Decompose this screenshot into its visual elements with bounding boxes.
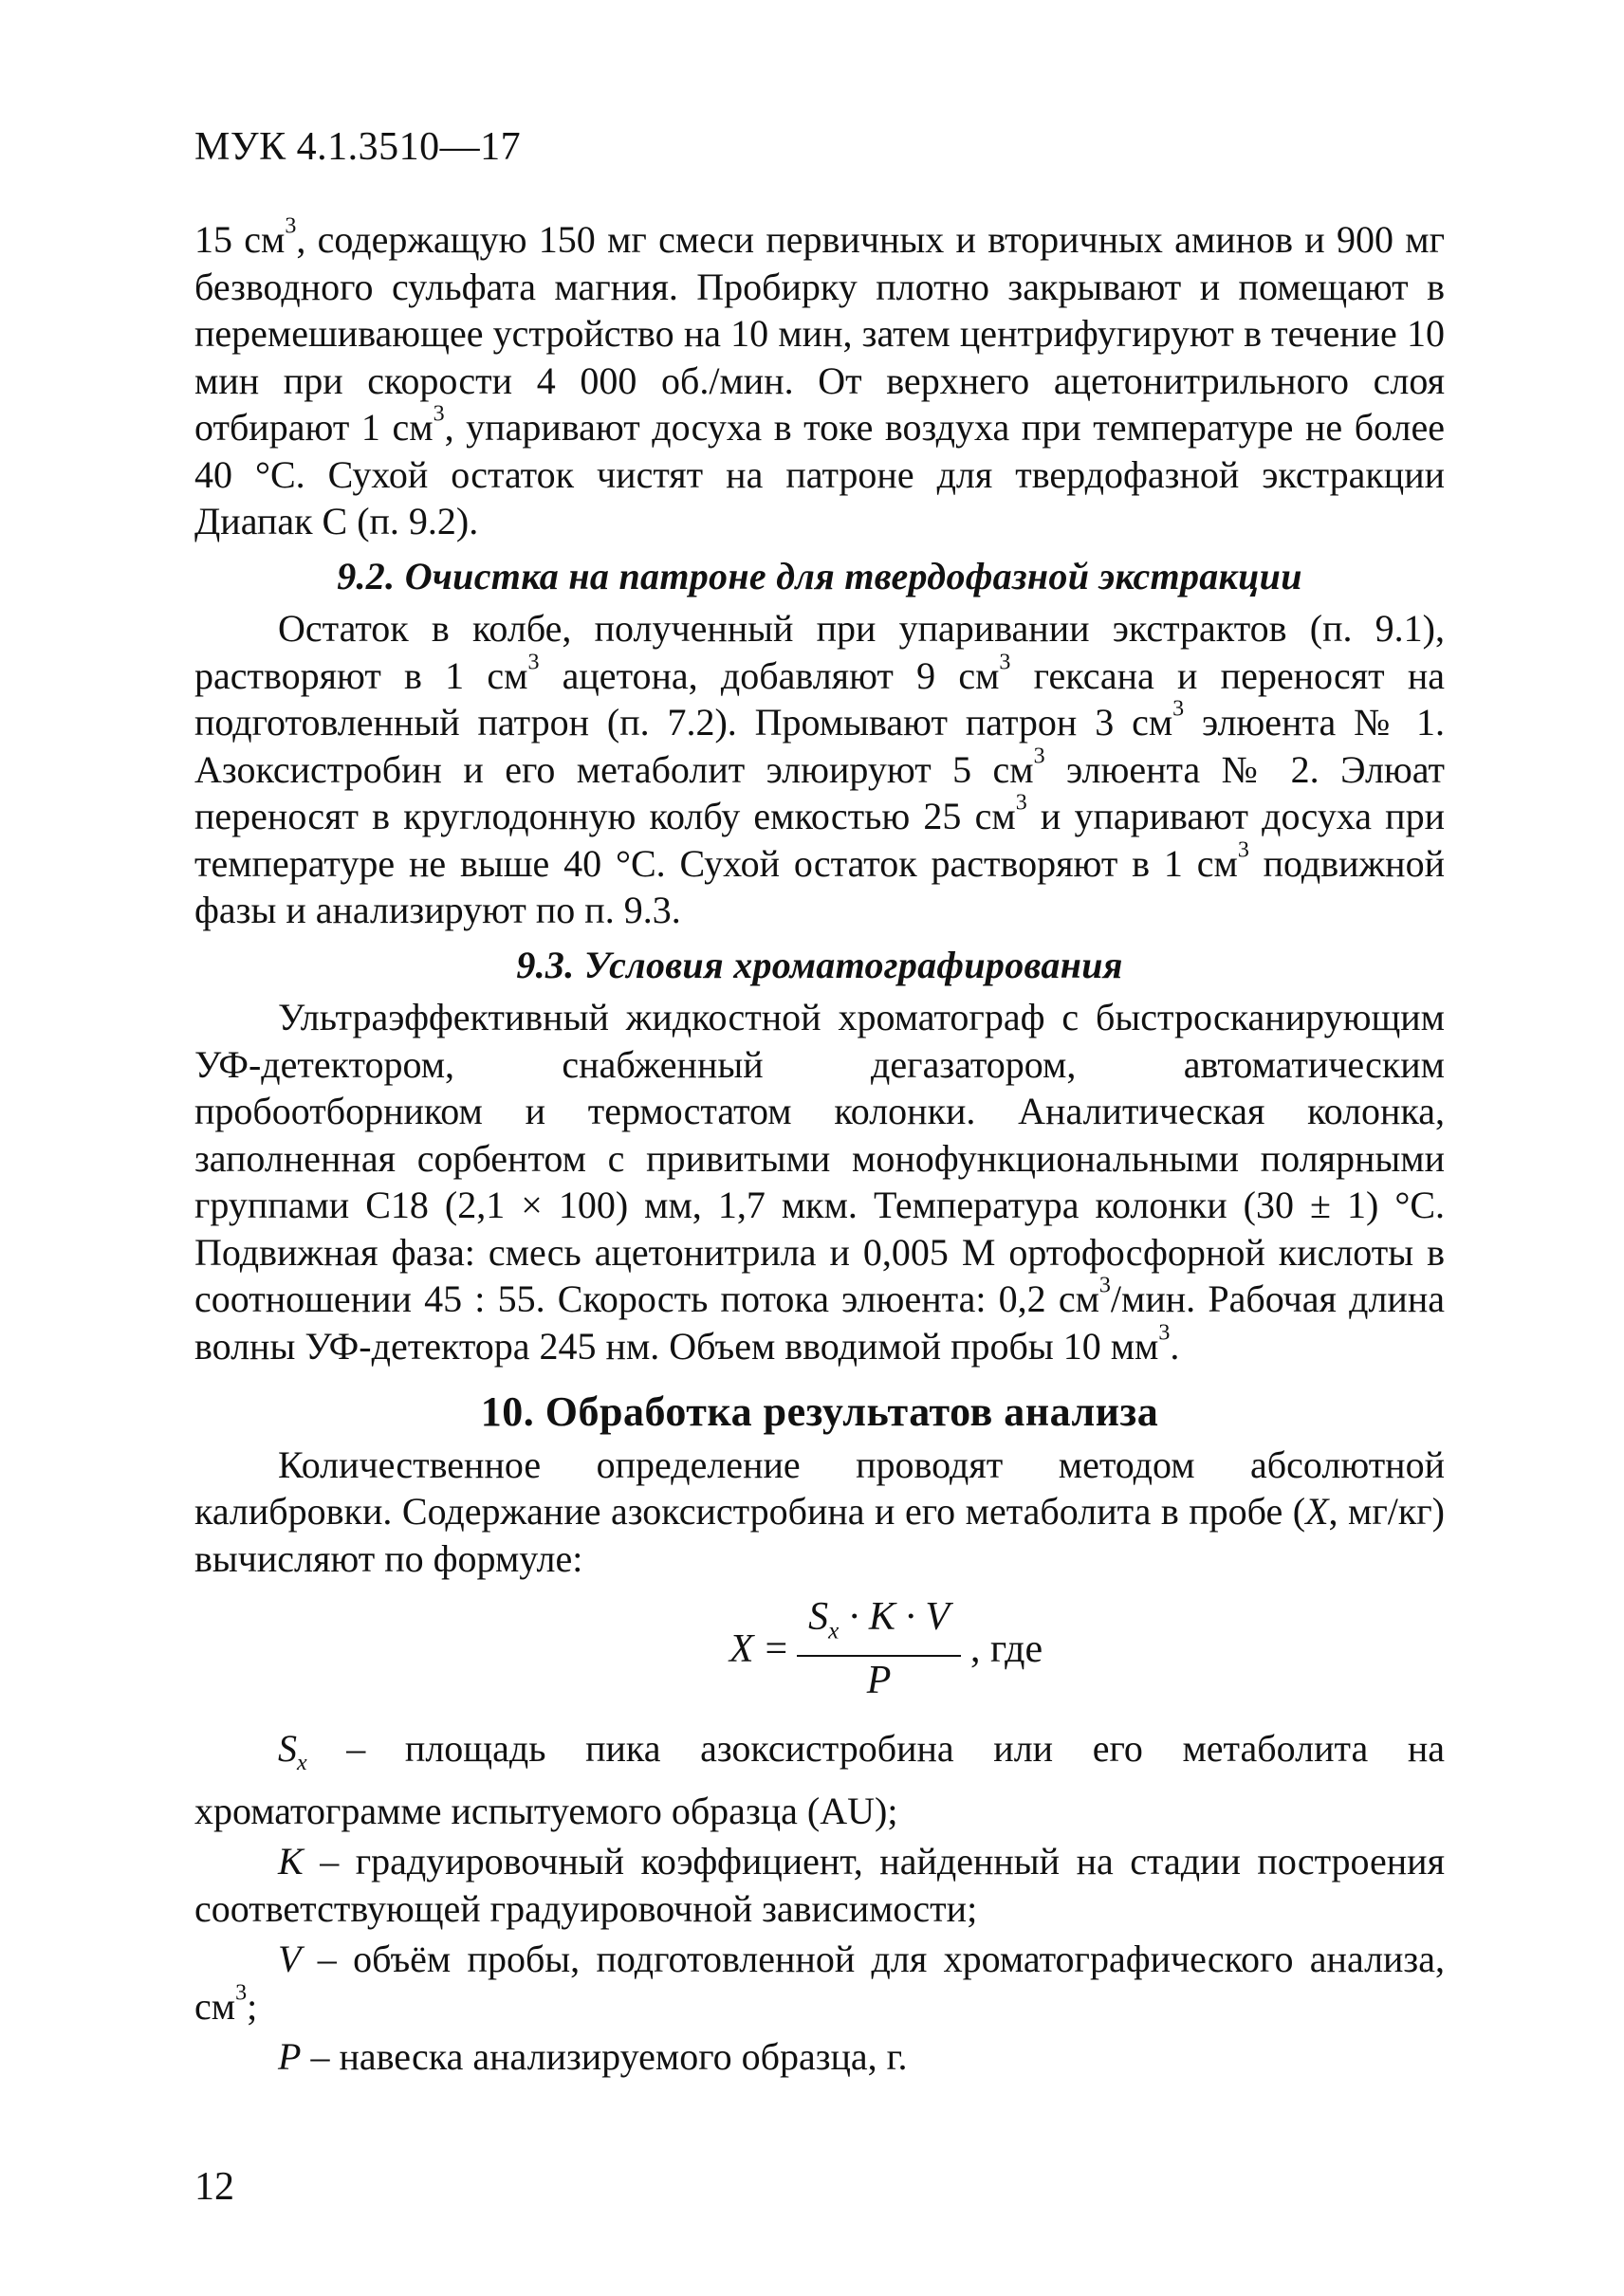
formula-fraction [797,1595,961,1704]
paragraph-continued: 15 $см^3$, содержащую 150 мг смеси первичных и вторичных аминов и 900 мг безводного сульфата магния. Пробирку плотно закрывают и помещают в перемешивающее устройство на 10 мин, затем центрифугируют в течение 10 мин при скорости 4 000 об./мин. От верхнего ацетонитрильного слоя отбирают 1 $см^3$, упаривают досуха в токе воздуха при температуре не более 40 °С. Сухой остаток чистят на патроне для твердофазной экстракции Диапак С (п. 9.2). [194,213,1446,542]
formula-lhs: X [729,1626,754,1671]
section-10-title: 10. Обработка результатов анализа [480,1388,1159,1435]
page-number: 12 [194,2165,234,2209]
formula-equals: = [765,1626,788,1671]
formula-denominator: P [866,1659,892,1703]
document-code: МУК 4.1.3510—17 [194,125,522,169]
formula-suffix: , где [970,1626,1043,1671]
section-9-3-text: Ультраэффективный жидкостной хроматограф с быстросканирующим УФ-детектором, снабженный дегазатором, автоматическим пробоотборником и термостатом колонки. Аналитическая колонка, заполненная сорбентом с привитыми монофункциональными полярными группами С18 (2,1 × 100) мм, 1,7 мкм. Температура колонки (30 ± 1) °С. Подвижная фаза: смесь ацетонитрила и 0,005 М ортофосфорной кислоты в соотношении 45 : 55. Скорость потока элюента: 0,2 $см^3$/мин. Рабочая длина волны УФ-детектора 245 нм. Объем вводимой пробы 10 $мм^3$. [194,996,1446,1368]
definition-sx: $S_x$ – площадь пика азоксистробина или его метаболита на хроматограмме испытуемого образца (AU); [194,1727,1445,1832]
section-9-3-title: 9.3. Условия хроматографирования [516,943,1123,986]
section-9-2-text: Остаток в колбе, полученный при упаривании экстрактов (п. 9.1), растворяют в 1 $см^3$ ацетона, добавляют 9 $см^3$ гексана и переносят на подготовленный патрон (п. 7.2). Промывают патрон 3 $см^3$ элюента № 1. Азоксистробин и его метаболит элюируют 5 $см^3$ элюента № 2. Элюат переносят в круглодонную колбу емкостью 25 $см^3$ и упаривают досуха при температуре не выше 40 °С. Сухой остаток растворяют в 1 $см^3$ подвижной фазы и анализируют по п. 9.3. [194,607,1446,931]
definition-p: P – навеска анализируемого образца, г. [278,2035,908,2079]
section-10-intro: Количественное определение проводят методом абсолютной калибровки. Содержание азоксистробина и его метаболита в пробе (X, мг/кг) вычисляют по формуле: [194,1442,1445,1580]
definition-k: K – градуировочный коэффициент, найденный на стадии построения соответствующей градуировочной зависимости; [194,1840,1445,1930]
variable-definitions [194,1725,1445,2081]
page-content [194,213,1446,2081]
section-9-2-title: 9.2. Очистка на патроне для твердофазной экстракции [337,554,1302,597]
calculation-formula [194,1595,1445,1704]
formula-numerator: $S_x \cdot K \cdot V$ [797,1595,961,1657]
definition-v: V – объём пробы, подготовленной для хроматографического анализа, $см^3$; [194,1938,1445,2028]
